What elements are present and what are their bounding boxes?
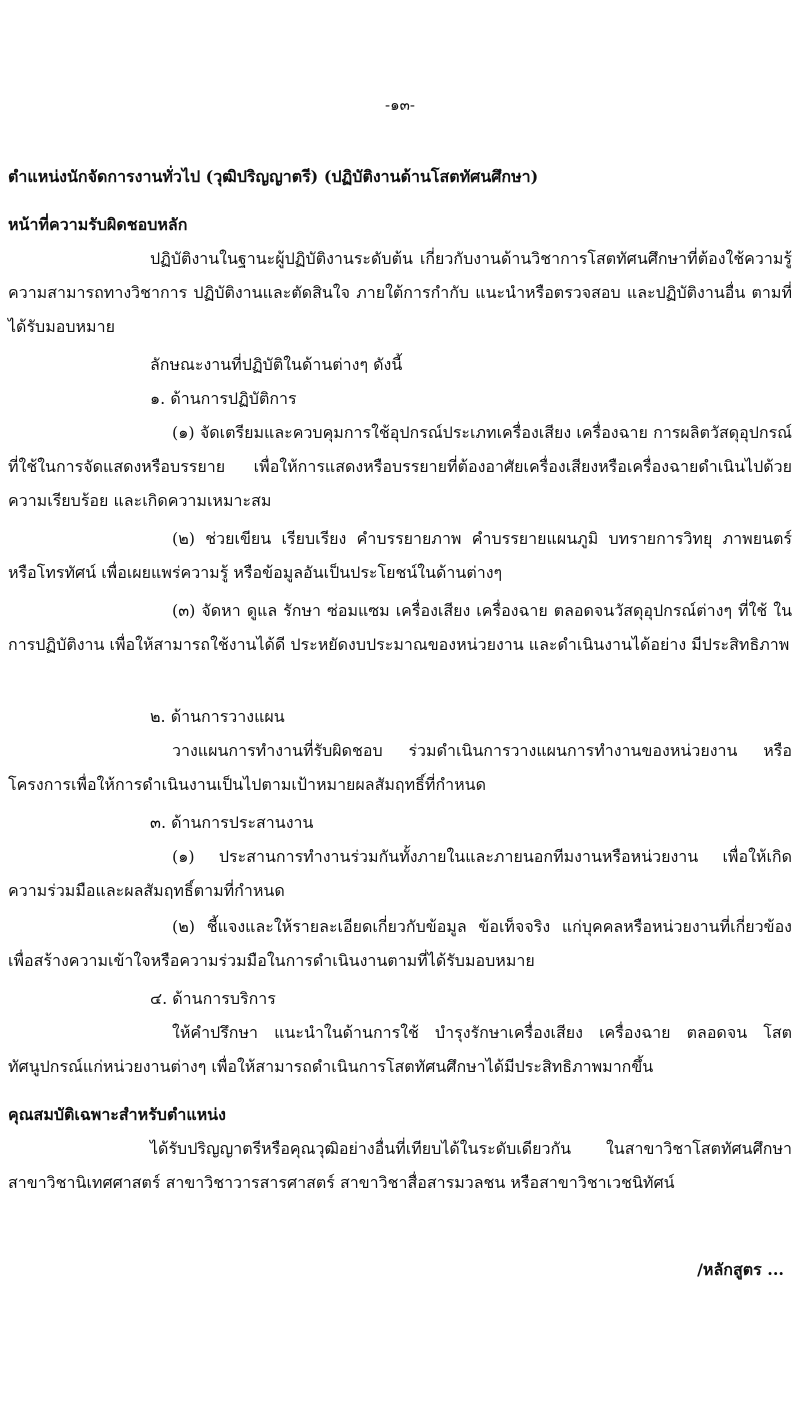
- duties-intro: ปฏิบัติงานในฐานะผู้ปฏิบัติงานระดับต้น เกี่ยวกับงานด้านวิชาการโสตทัศนศึกษาที่ต้องใช้ความรู้ ความสามารถทางวิชาการ ปฏิบัติงานและตัดสินใจ ภายใต้การกำกับ แนะนำหรือตรวจสอบ และปฏิบัติงานอื่น ตามที่ได้รับมอบหมาย: [8, 249, 792, 336]
- position-title: ตำแหน่งนักจัดการงานทั่วไป (วุฒิปริญญาตรี) (ปฏิบัติงานด้านโสตทัศนศึกษา): [8, 167, 539, 186]
- section-4-title: ๔. ด้านการบริการ: [150, 989, 276, 1008]
- qualifications-text: ได้รับปริญญาตรีหรือคุณวุฒิอย่างอื่นที่เทียบได้ในระดับเดียวกัน ในสาขาวิชาโสตทัศนศึกษา สาขาวิชานิเทศศาสตร์ สาขาวิชาวารสารศาสตร์ สาขาวิชาสื่อสารมวลชน หรือสาขาวิชาเวชนิทัศน์: [8, 1139, 792, 1192]
- section-1-item-3: (๓) จัดหา ดูแล รักษา ซ่อมแซม เครื่องเสียง เครื่องฉาย ตลอดจนวัสดุอุปกรณ์ต่างๆ ที่ใช้ ในการปฏิบัติงาน เพื่อให้สามารถใช้งานได้ดี ประหยัดงบประมาณของหน่วยงาน และดำเนินงานได้อย่าง มีประสิทธิภาพ: [8, 601, 792, 654]
- page-number: -๑๓-: [385, 96, 415, 114]
- section-3-item-2: (๒) ชี้แจงและให้รายละเอียดเกี่ยวกับข้อมูล ข้อเท็จจริง แก่บุคคลหรือหน่วยงานที่เกี่ยวข้อง เพื่อสร้างความเข้าใจหรือความร่วมมือในการดำเนินงานตามที่ได้รับมอบหมาย: [8, 917, 792, 970]
- duties-lead: ลักษณะงานที่ปฏิบัติในด้านต่างๆ ดังนี้: [150, 355, 403, 374]
- section-4-item: ให้คำปรึกษา แนะนำในด้านการใช้ บำรุงรักษาเครื่องเสียง เครื่องฉาย ตลอดจน โสตทัศนูปกรณ์แก่หน่วยงานต่างๆ เพื่อให้สามารถดำเนินการโสตทัศนศึกษาได้มีประสิทธิภาพมากขึ้น: [8, 1023, 792, 1076]
- qualifications-heading: คุณสมบัติเฉพาะสำหรับตำแหน่ง: [8, 1105, 226, 1124]
- section-1-item-2: (๒) ช่วยเขียน เรียบเรียง คำบรรยายภาพ คำบรรยายแผนภูมิ บทรายการวิทยุ ภาพยนตร์ หรือโทรทัศน์ เพื่อเผยแพร่ความรู้ หรือข้อมูลอันเป็นประโยชน์ในด้านต่างๆ: [8, 529, 792, 582]
- continued-marker: /หลักสูตร ...: [697, 1260, 784, 1279]
- section-2-item: วางแผนการทำงานที่รับผิดชอบ ร่วมดำเนินการวางแผนการทำงานของหน่วยงาน หรือโครงการเพื่อให้การดำเนินงานเป็นไปตามเป้าหมายผลสัมฤทธิ์ที่กำหนด: [8, 741, 792, 794]
- section-1-title: ๑. ด้านการปฏิบัติการ: [150, 389, 297, 408]
- section-3-item-1: (๑) ประสานการทำงานร่วมกันทั้งภายในและภายนอกทีมงานหรือหน่วยงาน เพื่อให้เกิด ความร่วมมือและผลสัมฤทธิ์ตามที่กำหนด: [8, 847, 792, 900]
- section-2-title: ๒. ด้านการวางแผน: [150, 707, 285, 726]
- duties-heading: หน้าที่ความรับผิดชอบหลัก: [8, 215, 188, 234]
- section-3-title: ๓. ด้านการประสานงาน: [150, 813, 314, 832]
- section-1-item-1: (๑) จัดเตรียมและควบคุมการใช้อุปกรณ์ประเภทเครื่องเสียง เครื่องฉาย การผลิตวัสดุอุปกรณ์ ที่ใช้ในการจัดแสดงหรือบรรยาย เพื่อให้การแสดงหรือบรรยายที่ต้องอาศัยเครื่องเสียงหรือเครื่องฉายดำเนินไปด้วย ความเรียบร้อย และเกิดความเหมาะสม: [8, 423, 792, 510]
